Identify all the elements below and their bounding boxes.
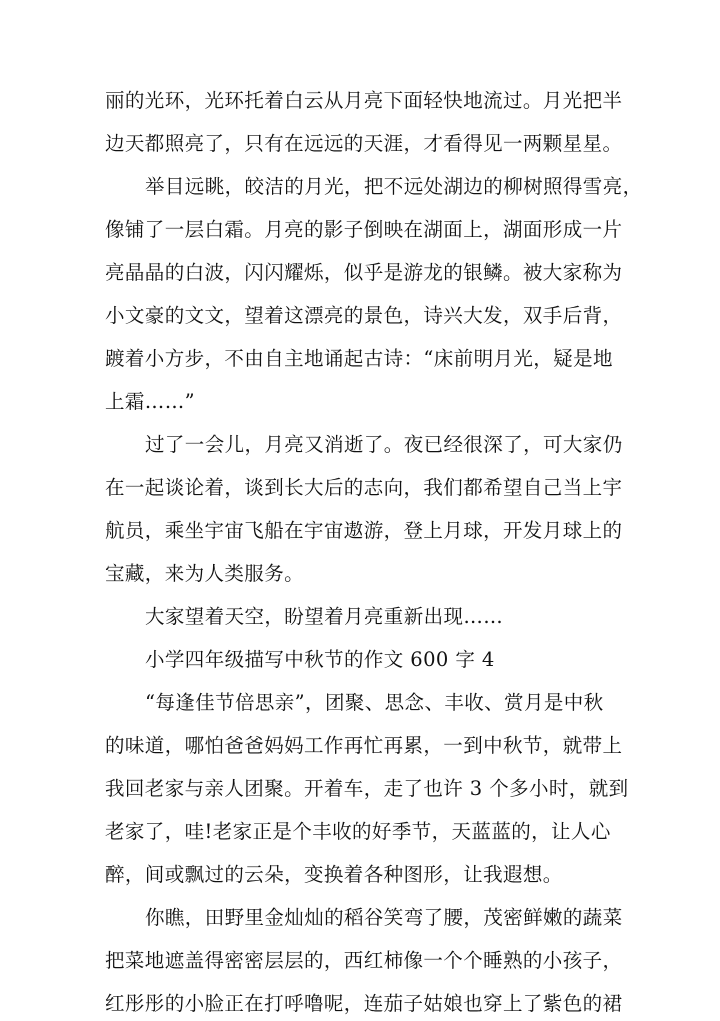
text-line: 的味道，哪怕爸爸妈妈工作再忙再累，一到中秋节，就带上 [105, 734, 623, 757]
paragraph-first-line: 过了一会儿，月亮又消逝了。夜已经很深了，可大家仍 [145, 433, 623, 456]
text-line: 在一起谈论着，谈到长大后的志向，我们都希望自己当上宇 [105, 476, 623, 499]
text-line: 老家了，哇!老家正是个丰收的好季节，天蓝蓝的，让人心 [105, 820, 611, 843]
text-line: 亮晶晶的白波，闪闪耀烁，似乎是游龙的银鳞。被大家称为 [105, 261, 623, 284]
text-line: 醉，间或飘过的云朵，变换着各种图形，让我遐想。 [105, 863, 563, 886]
text-line: 踱着小方步，不由自主地诵起古诗：“床前明月光，疑是地 [105, 347, 613, 370]
text-line: 把菜地遮盖得密密层层的，西红柿像一个个睡熟的小孩子， [105, 949, 623, 972]
text-line: 航员，乘坐宇宙飞船在宇宙遨游，登上月球，开发月球上的 [105, 519, 623, 542]
text-line: 小文豪的文文，望着这漂亮的景色，诗兴大发，双手后背， [105, 304, 623, 327]
text-line: 像铺了一层白霜。月亮的影子倒映在湖面上，湖面形成一片 [105, 218, 623, 241]
text-line: 红彤彤的小脸正在打呼噜呢，连茄子姑娘也穿上了紫色的裙 [105, 992, 623, 1015]
paragraph-first-line: “每逢佳节倍思亲”，团聚、思念、丰收、赏月是中秋 [145, 691, 604, 714]
paragraph-first-line: 举目远眺，皎洁的月光，把不远处湖边的柳树照得雪亮， [145, 175, 643, 198]
section-heading: 小学四年级描写中秋节的作文 600 字 4 [145, 648, 495, 671]
text-line: 上霜……” [105, 390, 195, 413]
text-line: 边天都照亮了，只有在远远的天涯，才看得见一两颗星星。 [105, 132, 623, 155]
text-line: 我回老家与亲人团聚。开着车，走了也许 3 个多小时，就到 [105, 777, 629, 800]
paragraph-first-line: 大家望着天空，盼望着月亮重新出现…… [145, 605, 504, 628]
paragraph-first-line: 你瞧，田野里金灿灿的稻谷笑弯了腰，茂密鲜嫩的蔬菜 [145, 906, 623, 929]
text-line: 丽的光环，光环托着白云从月亮下面轻快地流过。月光把半 [105, 89, 623, 112]
text-line: 宝藏，来为人类服务。 [105, 562, 305, 585]
